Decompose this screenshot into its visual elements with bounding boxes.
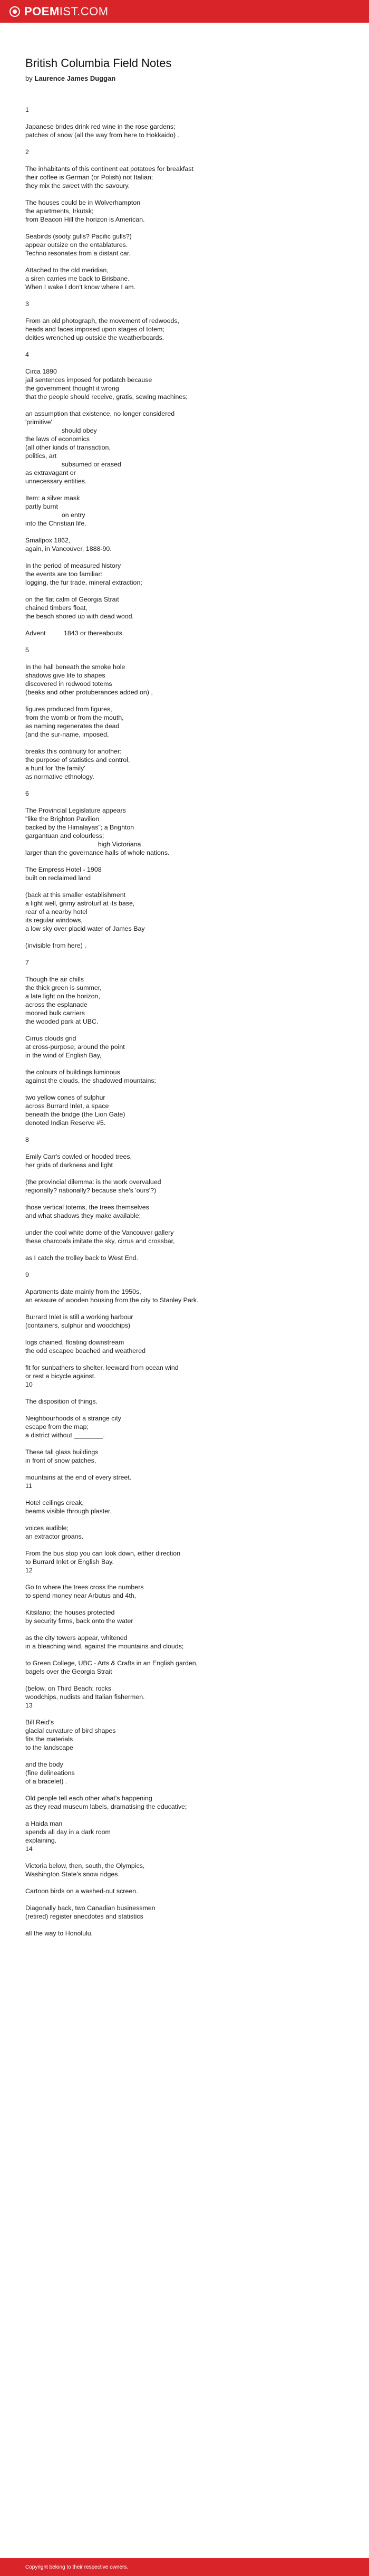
poem-line: larger than the governance halls of whole nations. [25,849,170,856]
poem-line: breaks this continuity for another: [25,748,122,755]
poem-line: in the wind of English Bay, [25,1052,102,1059]
poem-line: from the womb or from the mouth, [25,714,124,721]
poem-line: as normative ethnology. [25,773,94,780]
poem-line [25,1169,331,1178]
poem-line [25,1650,331,1659]
poem-line: (invisible from here) . [25,942,86,949]
poem-line [25,1144,331,1152]
poem-line [25,1895,331,1904]
poem-line: 2 [25,148,29,156]
poem-line: as I catch the trolley back to West End. [25,1254,138,1262]
poem-line: voices audible; [25,1524,69,1532]
poem-line: gargantuan and colourless; [25,832,104,839]
poem-line: beneath the bridge (the Lion Gate) [25,1111,125,1118]
poem-line: they mix the sweet with the savoury. [25,182,130,189]
poem-line: regionally? nationally? because she's 'ours'?) [25,1187,157,1194]
poem-line: (below, on Third Beach: rocks [25,1685,111,1692]
poem-line: The inhabitants of this continent eat potatoes for breakfast [25,165,193,173]
poem-line: spends all day in a dark room [25,1828,111,1836]
poem-line: its regular windows, [25,917,83,924]
poem-title: British Columbia Field Notes [25,56,172,70]
poem-line: appear outsize on the entablatures. [25,241,128,249]
poem-line: mountains at the end of every street. [25,1474,132,1481]
poem-line [25,1625,331,1634]
poem-line: heads and faces imposed upon stages of totem; [25,326,164,333]
poem-line: 7 [25,959,29,966]
poem-line: bagels over the Georgia Strait [25,1668,112,1675]
poem-line: glacial curvature of bird shapes [25,1727,116,1734]
poem-line [25,950,331,958]
poem-line: as they read museum labels, dramatising the educative; [25,1803,187,1810]
poem-line: The Provincial Legislature appears [25,807,126,814]
poem-line [25,1710,331,1718]
poem-line: From the bus stop you can look down, either direction [25,1550,181,1557]
poem-line: logging, the fur trade, mineral extraction; [25,579,142,586]
poem-line: the events are too familiar: [25,570,103,578]
poem-line: as extravagant or [25,469,76,476]
poem-line: Burrard Inlet is still a working harbour [25,1313,133,1321]
poem-line: escape from the map; [25,1423,89,1430]
poem-line: at cross-purpose, around the point [25,1043,125,1051]
poem-line [25,291,331,300]
poem-line: discovered in redwood totems [25,680,112,688]
poem-line: 5 [25,646,29,654]
poem-line: a light well, grimy astroturf at its base, [25,900,135,907]
poem-line: Victoria below, then, south, the Olympics, [25,1862,145,1869]
poem-line: the government thought it wrong [25,385,119,392]
poem-line: Seabirds (sooty gulls? Pacific gulls?) [25,233,132,240]
poem-line: Neighbourhoods of a strange city [25,1415,121,1422]
poem-line: built on reclaimed land [25,874,91,882]
poem-line: that the people should receive, gratis, sewing machines; [25,393,188,400]
logo-bold-text: POEM [24,4,60,18]
poem-line: a Haida man [25,1820,63,1827]
poem-line [25,1026,331,1034]
poem-line: of a bracelet) . [25,1778,67,1785]
poem-line: In the period of measured history [25,562,121,569]
poem-line: the beach shored up with dead wood. [25,613,134,620]
poem-line: a siren carries me back to Brisbane. [25,275,130,282]
poem-line: "like the Brighton Pavilion [25,815,100,823]
site-header [0,0,369,23]
poem-line [25,1304,331,1313]
byline [25,74,331,82]
poem-line: shadows give life to shapes [25,672,105,679]
poem-line: deities wrenched up outside the weatherboards. [25,334,164,341]
poem-line: Techno resonates from a distant car. [25,250,131,257]
logo-icon[interactable] [9,6,20,17]
poem-line: moored bulk carriers [25,1009,85,1017]
poem-line: 10 [25,1381,33,1388]
poem-line: a district without ________. [25,1432,105,1439]
poem-line: and what shadows they make available; [25,1212,141,1219]
poem-line: fits the materials [25,1735,73,1743]
poem-line: Kitsilano; the houses protected [25,1609,115,1616]
poem-line [25,342,331,350]
poem-line: an assumption that existence, no longer considered [25,410,175,417]
poem-line: Old people tell each other what's happening [25,1795,152,1802]
poem-line: partly burnt [25,503,58,510]
poem-line: again, in Vancouver, 1888-90. [25,545,112,552]
poem-line: Attached to the old meridian, [25,266,109,274]
poem-line: Though the air chills [25,976,84,983]
poem-line [25,621,331,629]
poem-line: 11 [25,1482,32,1490]
poem-line [25,485,331,494]
poem-line: Apartments date mainly from the 1950s, [25,1288,141,1295]
poem-line [25,1853,331,1862]
poem-line: (all other kinds of transaction, [25,444,111,451]
poem-line [25,1676,331,1684]
poem-line: The houses could be in Wolverhampton [25,199,141,206]
poem-line [25,1541,331,1549]
poem-line [25,257,331,266]
site-logo[interactable] [24,5,109,18]
poem-line: These tall glass buildings [25,1448,99,1456]
poem-line: the purpose of statistics and control, [25,756,130,764]
poem-line [25,114,331,122]
poem-line: those vertical totems, the trees themselves [25,1204,149,1211]
poem-line: Hotel ceilings creak, [25,1499,84,1506]
poem-line: (and the sur-name, imposed, [25,731,109,738]
poem-line [25,1406,331,1414]
poem-line: From an old photograph, the movement of redwoods, [25,317,180,325]
poem-line: (beaks and other protuberances added on) , [25,689,153,696]
poem-line: all the way to Honolulu. [25,1930,93,1937]
poem-line: across the esplanade [25,1001,88,1008]
poem-line: Smallpox 1862, [25,537,71,544]
poem-line [25,739,331,747]
poem-line: to Green College, UBC - Arts & Crafts in an English garden, [25,1659,198,1667]
poem-line: unnecessary entities. [25,478,87,485]
poem-line: Emily Carr's cowled or hooded trees, [25,1153,132,1160]
poem-line: beams visible through plaster, [25,1508,112,1515]
poem-line: (containers, sulphur and woodchips) [25,1322,131,1329]
poem-line: (fine delineations [25,1769,75,1777]
poem-line [25,1786,331,1794]
poem-line: chained timbers float, [25,604,88,612]
poem-line: In the hall beneath the smoke hole [25,663,125,671]
poem-body [25,106,331,1938]
poem-line: The Empress Hotel - 1908 [25,866,102,873]
poem-line [25,697,331,705]
poem-line: a hunt for 'the family' [25,765,85,772]
poem-line: Go to where the trees cross the numbers [25,1583,144,1591]
poem-line: her grids of darkness and light [25,1161,113,1169]
poem-line [25,933,331,941]
poem-line [25,1330,331,1338]
poem-line [25,1600,331,1608]
poem-line [25,1389,331,1397]
poem-content [0,23,331,1938]
poem-line [25,139,331,148]
poem-author[interactable]: Laurence James Duggan [34,74,116,82]
poem-line: high Victoriana [25,841,141,848]
poem-line [25,857,331,865]
poem-line: Japanese brides drink red wine in the rose gardens; [25,123,176,130]
poem-line: (retired) register anecdotes and statistics [25,1913,143,1920]
poem-line [25,1811,331,1819]
poem-line: Washington State's snow ridges. [25,1871,120,1878]
poem-line: backed by the Himalayas"; a Brighton [25,824,134,831]
poem-line: 3 [25,300,29,308]
poem-line [25,528,331,536]
poem-line: as naming regenerates the dead [25,722,120,730]
poem-line: Circa 1890 [25,368,57,375]
by-label: by [25,74,33,82]
poem-line [25,1575,331,1583]
poem-line: 14 [25,1845,33,1853]
poem-line: and the body [25,1761,63,1768]
poem-line: 4 [25,351,29,358]
poem-line: Advent 1843 or thereabouts. [25,629,124,637]
poem-line: 8 [25,1136,29,1143]
poem-line: an extractor groans. [25,1533,84,1540]
poem-line: (the provincial dilemma: is the work overvalued [25,1178,161,1186]
poem-line: to spend money near Arbutus and 4th, [25,1592,137,1599]
poem-line [25,798,331,806]
poem-line: logs chained, floating downstream [25,1339,124,1346]
poem-line: as the city towers appear, whitened [25,1634,128,1642]
poem-line [25,308,331,317]
poem-line: the colours of buildings luminous [25,1068,120,1076]
poem-line [25,637,331,646]
poem-line: The disposition of things. [25,1398,98,1405]
poem-line [25,1490,331,1499]
poem-line: Cartoon birds on a washed-out screen. [25,1887,138,1895]
poem-line [25,1355,331,1363]
site-footer [0,2558,369,2576]
poem-line: by security firms, back onto the water [25,1617,133,1625]
poem-line: to Burrard Inlet or English Bay. [25,1558,114,1566]
poem-line: an erasure of wooden housing from the city to Stanley Park. [25,1296,199,1304]
poem-line: two yellow cones of sulphur [25,1094,105,1101]
poem-line [25,224,331,232]
poem-line: the wooded park at UBC. [25,1018,99,1025]
poem-line: fit for sunbathers to shelter, leeward from ocean wind [25,1364,179,1371]
poem-line: (back at this smaller establishment [25,891,126,899]
poem-line [25,967,331,975]
poem-line: to the landscape [25,1744,73,1751]
poem-line [25,882,331,891]
poem-line: in front of snow patches, [25,1457,96,1464]
poem-line [25,1465,331,1473]
poem-line: should obey [25,427,97,434]
poem-line: a low sky over placid water of James Bay [25,925,145,932]
poem-line [25,1245,331,1254]
poem-line: Cirrus clouds grid [25,1035,76,1042]
poem-line: on entry [25,511,85,519]
poem-line [25,1127,331,1136]
poem-line: Diagonally back, two Canadian businessmen [25,1904,156,1912]
poem-line [25,1195,331,1203]
poem-line [25,1060,331,1068]
poem-line: a late light on the horizon, [25,993,100,1000]
poem-line [25,1515,331,1524]
poem-line [25,1921,331,1929]
poem-line [25,190,331,198]
poem-line: Bill Reid's [25,1719,54,1726]
poem-line: in a bleaching wind, against the mountains and clouds; [25,1643,184,1650]
poem-line [25,359,331,367]
poem-line [25,1878,331,1887]
poem-line: 13 [25,1702,33,1709]
poem-line [25,1279,331,1287]
poem-line: into the Christian life. [25,520,86,527]
poem-line [25,1752,331,1760]
poem-line: rear of a nearby hotel [25,908,88,915]
poem-line: woodchips, nudists and Italian fishermen. [25,1693,145,1701]
poem-line: subsumed or erased [25,461,121,468]
copyright-notice: Copyright belong to their respective owners. [25,2564,129,2570]
poem-line: their coffee is German (or Polish) not Italian; [25,174,153,181]
poem-line: patches of snow (all the way from here to Hokkaido) . [25,131,180,139]
poem-line [25,553,331,561]
poem-line: politics, art [25,452,57,460]
poem-line: against the clouds, the shadowed mountains; [25,1077,156,1084]
poem-line: the apartments, Irkutsk; [25,207,94,215]
poem-line: jail sentences imposed for potlatch because [25,376,152,384]
poem-line [25,1085,331,1093]
poem-line [25,587,331,595]
poem-line: 12 [25,1567,33,1574]
poem-line: across Burrard Inlet, a space [25,1102,109,1110]
poem-line [25,654,331,663]
poem-line: Item: a silver mask [25,494,80,502]
poem-line: the thick green is summer, [25,984,102,991]
poem-line: 9 [25,1271,29,1279]
logo-thin-text: IST.COM [59,4,109,18]
poem-line: the laws of economics [25,435,90,443]
poem-line [25,1220,331,1228]
poem-line: 'primitive' [25,418,52,426]
poem-line: or rest a bicycle against. [25,1372,96,1380]
poem-line [25,401,331,409]
poem-line: denoted Indian Reserve #5. [25,1119,106,1127]
poem-line [25,1262,331,1271]
poem-line: under the cool white dome of the Vancouver gallery [25,1229,174,1236]
poem-line: from Beacon Hill the horizon is American. [25,216,145,223]
poem-line: on the flat calm of Georgia Strait [25,596,119,603]
poem-line: the odd escapee beached and weathered [25,1347,146,1354]
poem-line: 1 [25,106,29,113]
poem-line: When I wake I don't know where I am. [25,283,135,291]
poem-line [25,156,331,165]
poem-line: 6 [25,790,29,797]
poem-line: these charcoals imitate the sky, cirrus and crossbar, [25,1237,175,1245]
poem-line [25,781,331,789]
poem-line: explaining. [25,1837,57,1844]
poem-line [25,1439,331,1448]
poem-line: figures produced from figures, [25,705,112,713]
